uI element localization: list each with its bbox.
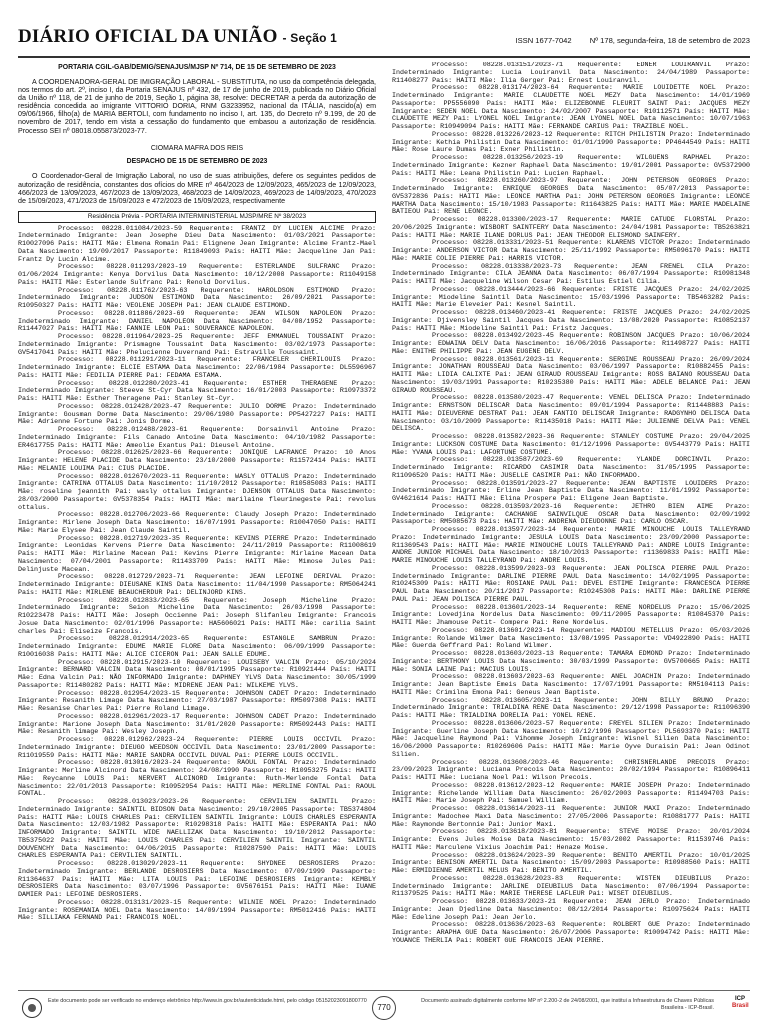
process-entry: Processo: 08228.011084/2023-59 Requerente: FRANTZ DY LUCIEN ALCIME Prazo: Indeterminado Imigrante: Jean Josephe Dieu Data Nascimento: 01/03/2021 Passaporte: R10027096 País: HAITI Mãe: Elmena Romain Pai: Elignene Jean Imigrante: Alcime Frantz-Mael Data Nascimento: 19/09/2017 Passaporte: R11849093 País: HAITI Mãe: Jacqueline Jan Pai: Frantz Dy Lucin Alcime. [18, 224, 376, 264]
process-entry: Processo: 08228.013492/2023-45 Requerente: ROBINSON JACQUES Prazo: 10/06/2024 Imigrante: EDWAINA DELV Data Nascimento: 16/06/2016 Passaporte: R11498727 País: HAITI Mãe: ENITHE PHILIPPE Pai: JEAN EUGENE DELV. [392, 332, 750, 356]
process-entry: Processo: 08228.013597/2023-14 Requerente: MARIE MINOUCHE LOUIS TALLEYRAND Prazo: Indeterminado Imigrante: JESULA LOUIS Data Nascimento: 23/09/2000 Passaporte: R11369543 País: HAITI Mãe: MARIE MINOUCHE LOUIS TALLEYRAND Pai: ANDRE LOUIS Imigrante: ANDRE JUNIOR MICHAEL Data Nascimento: 18/10/2013 Passaporte: r11369833 País: HAITI Mãe: MARIE MINOUCHE LOUIS TALLEYRAND Pai: ANDRE LOUIS. [392, 526, 750, 565]
process-entry: Processo: 08228.013593/2023-16 Requerente: JETHRO BIEN AIME Prazo: Indeterminado Imigrante: CACHANGE SAINVILQUE OSCAR Data Nascimento: 02/09/1992 Passaporte: RM5085673 País: HAITI Mãe: ANDRENA DIEUDONNE Pai: CARLO OSCAR. [392, 502, 750, 527]
signature-note: Documento assinado digitalmente conforme MP nº 2.200-2 de 24/08/2001, que institui a Infraestrutura de Chaves Públicas Brasileira - ICP-Brasil. [421, 998, 714, 1011]
icp-logo-bottom: Brasil [732, 1003, 749, 1009]
icp-logo-top: ICP [734, 996, 745, 1002]
process-entry: Processo: 08228.012954/2023-15 Requerente: JOHNSON CADET Prazo: Indeterminado Imigrante: Resanith Limage Data Nascimento: 27/03/1987 Passaporte: RM5097308 País: HAITI Mãe: Resanise Charles Pai: Pierre Roland Limage. [18, 689, 376, 714]
process-entry: Processo: 08228.011293/2023-19 Requerente: ESTERLANDE SULFRANC Prazo: 01/06/2024 Imigrante: Kenya Dorvilus Data Nascimento: 10/12/2008 Passaporte: R11049158 País: HAITI Mãe: Esterlande Sulfranc Pai: Renold Dorvilus. [18, 263, 376, 287]
page-number: 770 [372, 996, 396, 1020]
process-entry: Processo: 08228.013618/2023-81 Requerente: STEVE MOISE Prazo: 20/01/2024 Imigrante: Evens Jules Moise Data Nascimento: 15/03/2002 Passaporte: R11539746 País: HAITI Mãe: Marculene Vixius Joachim Pai: Henaze Moise. [392, 828, 750, 852]
process-entry: Processo: 08228.012719/2023-35 Requerente: KEVINS PIERRE Prazo: Indeterminado Imigrante: Leonidas Kervens Pierre Data Nascimento: 24/11/2019 Passaporte: R11008619 País: HAITI Mãe: Mirlaine Macean Pai: Kevins Pierre Imigrante: Mirlaine Macean Data Nascimento: 07/04/2001 Passaporte: R11433709 País: HAITI Mãe: Mimose Jules Pai: Delinjuste Macean. [18, 534, 376, 574]
process-entry: Processo: 08228.013633/2023-21 Requerente: JEAN JERLO Prazo: Indeterminado Imigrante: Jean Djedline Data Nascimento: 08/12/2014 Passaporte: R10975624 País: HAITI Mãe: Edeline Joseph Pai: Jean Jerlo. [392, 898, 750, 922]
section-label: - Seção 1 [282, 31, 338, 45]
process-entry: Processo: 08228.013599/2023-93 Requerente: JEAN POLISCA PIERRE PAUL Prazo: Indeterminado Imigrante: DARLINE PIERRE PAUL Data Nascimento: 14/02/1995 Passaporte: R10245309 País: HAITI Mãe: ROSIANE PAUL Pai: DEVEL ESTIME Imigrante: FRANCESCA PIERRE PAUL Data Nascimento: 20/11/2017 Passaporte: R10245308 País: HAITI Mãe: DARLINE PIERRE PAUL Pai: JEAN POLISCA PIERRE PAUL. [392, 564, 750, 604]
left-column [18, 62, 376, 986]
process-entry: Processo: 08228.012488/2023-61 Requerente: Dorsainvil Antoine Prazo: Indeterminado Imigrante: Fils Canado Antoine Data Nascimento: 04/10/1982 Passaporte: ER4617755 País: HAITI Mãe: Ameolie Exantus Pai: Dieusel Antoine. [18, 426, 376, 450]
process-entry: Processo: 08228.013624/2023-39 Requerente: BENITO AMERTIL Prazo: 10/01/2025 Imigrante: BENISON AMERTIL Data Nascimento: 15/09/2003 Passaporte: R10988560 País: HAITI Mãe: ERMIDIENNE AMERTIL MELUS Pai: BENITO AMERTIL. [392, 851, 750, 875]
right-entries [392, 62, 750, 946]
process-entry: Processo: 08228.012915/2023-10 Requerente: LOUISEBY VALCIN Prazo: 05/10/2024 Imigrante: BERNARD VALCIN Data Nascimento: 08/01/1995 Passaporte: R10921444 País: HAITI Mãe: Edna Valcin Pai: NÃO INFORMADO Imigrante: DAPHNEY YLVS Data Nascimento: 30/05/1999 Passaporte: R11480282 País: HAITI Mãe: MIDRENE JEAN Pai: WILKEME YLVS. [18, 658, 376, 690]
process-entry: Processo: 08228.013591/2023-27 Requerente: JEAN BAPTISTE LOUIDERS Prazo: Indeterminado Imigrante: Erline Jean Baptiste Data Nascimento: 11/01/1992 Passaporte: GV4621614 País: HAITI Mãe: Elina Prospere Pai: Eligene Jean Baptiste. [392, 479, 750, 503]
process-entry: Processo: 08228.013131/2023-15 Requerente: WILNIE NOEL Prazo: Indeterminado Imigrante: ROSEMANIA NOEL Data Nascimento: 14/09/1994 Passaporte: RM5012416 País: HAITI Mãe: SILLIAKA FERNAND Pai: FRANCOIS NOEL. [18, 898, 376, 923]
process-entry: Processo: 08228.013029/2023-11 Requerente: SHYDNEE DESROSIERS Prazo: Indeterminado Imigrante: BERLANDE DESROSIERS Data Nascimento: 07/09/1999 Passaporte: R11364637 País: HAITI Mãe: LITA LOUIS Pai: LEFOINE DESROSIERS Imigrante: KEMBLY DESROSIERS Data Nascimento: 03/07/1996 Passaporte: GV5676151 País: HAITI Mãe: IUANE DAMIER Pai: LEFOINE DESROSIERS. [18, 860, 376, 900]
page-footer [0, 990, 768, 1024]
publication-title: DIÁRIO OFICIAL DA UNIÃO [18, 26, 278, 47]
process-entry: Processo: 08228.013606/2023-57 Requerente: FREYEL SILIEN Prazo: Indeterminado Imigrante: Guerline Joseph Data Nascimento: 10/12/1996 Passaporte: PL5693370 País: HAITI Mãe: Jacqueline Raymond Pai: Vihomme Joseph Imigrante: Wisnel Silien Data Nascimento: 16/06/2000 Passaporte: R10269606 País: HAITI Mãe: Marie Oyve Duraisin Pai: Jean Odinot Silien. [392, 719, 750, 759]
masthead [18, 26, 337, 48]
process-entry: Processo: 08228.013582/2023-36 Requerente: STANLEY COSTUME Prazo: 29/04/2025 Imigrante: LUCKSON COSTUME Data Nascimento: 01/12/1996 Passaporte: GV5443779 País: HAITI Mãe: YVANA LOUIS Pai: LAFORTUNE COSTUME. [392, 433, 750, 457]
process-entry: Processo: 08228.013614/2023-11 Requerente: JUNIOR MAXI Prazo: Indeterminado Imigrante: Madochee Maxi Data Nascimento: 27/05/2006 Passaporte: R10881777 País: HAITI Mãe: Raymonde Bertonnie Pai: Junior Maxi. [392, 805, 750, 829]
process-entry: Processo: 08228.013603/2023-63 Requerente: ANEL JOACHIN Prazo: Indeterminado Imigrante: Jean Baptiste Emeis Data Nascimento: 17/07/1991 Passaporte: RM5104113 País: HAITI Mãe: Crimilna Emona Pai: Geneus Jean Baptiste. [392, 673, 750, 697]
process-entry: Processo: 08228.013628/2023-83 Requerente: WISTEN DIEUBILUS Prazo: Indeterminado Imigrante: JARLINE DIEUBILUS Data Nascimento: 07/06/1994 Passaporte: R11379525 País: HAITI Mãe: MARIE THERESE LAFLEUR Pai: WISET DIEUBILUS. [392, 874, 750, 899]
portaria-heading: PORTARIA CGIL-GAB/DEMIG/SENAJUS/MJSP Nº 714, DE 15 DE SETEMBRO DE 2023 [58, 64, 336, 71]
process-entry: Processo: 08228.013580/2023-47 Requerente: VENEL DELISCA Prazo: Indeterminado Imigrante: ERNSTSON DELISCAR Data Nascimento: 09/01/1994 Passaporte: R11448883 País: HAITI Mãe: DIEUVERNE DESTRAT Pai: JEAN FANTIO DELISCAR Imigrante: RADGYNHO DELISCA Data Nascimento: 03/10/2009 Passaporte: R11435018 País: HAITI Mãe: JULIENNE DELVA Pai: VENEL DELISCA. [392, 394, 750, 434]
process-entry: Processo: 08228.013226/2023-12 Requerente: RITCH PHILISTIN Prazo: Indeterminado Imigrante: Kethia Philistin Data Nascimento: 01/01/1990 Passaporte: PP4644549 País: HAITI Mãe: Rose Laure Dumas Pai: Exner Philistin. [392, 130, 750, 155]
process-entry: Processo: 08228.013300/2023-17 Requerente: MARIE CATUDE FLORSTAL Prazo: 20/06/2025 Imigrante: WISBORT SAINTFERY Data Nascimento: 24/04/1981 Passaporte: TB5263821 País: HAITI Mãe: MARIE ILANE DORLUS Pai: JEAN THEODOR ELISMOND SAINFERY. [392, 216, 750, 240]
process-entry: Processo: 08228.011964/2023-25 Requerente: JEFF EMMANUEL TOUSSAINT Prazo: Indeterminado Imigrante: Prismagne Toussaint Data Nascimento: 03/02/1973 Passaporte: GV5417041 País: HAITI Mãe: Phelucienne Duvernand Pai: Estraville Toussaint. [18, 333, 376, 357]
process-entry: Processo: 08228.012625/2023-66 Requerente: JONIQUE LAFRANCE Prazo: 10 Anos Imigrante: HELENE PLACIDE Data Nascimento: 23/10/2000 Passaporte: R11572414 País: HAITI Mãe: MELANIE LOUIMA Pai: CIUS PLACIDE. [18, 449, 376, 473]
process-entry: Processo: 08228.012670/2023-11 Requerente: WASLY OTTALUS Prazo: Indeterminado Imigrante: CATRINA OTTALUS Data Nascimento: 11/10/2012 Passaporte: R10585083 País: HAITI Mãe: roseline jeannith Pai: wasly ottalus Imigrante: DJENSON OTTALUS Data Nascimento: 28/03/2000 Passaporte: GV5378354 País: HAITI Mãe: marilaine fleurinegeste Pai: revolus ottalus. [18, 472, 376, 512]
process-entry: Processo: 08228.013174/2023-64 Requerente: MARIE LOUIDETTE NOEL Prazo: Indeterminado Imigrante: MARIE CLAUDETTE NOEL MEZY Data Nascimento: 14/01/1969 Passaporte: PP5556090 País: HAITI Mãe: ELIZEBONNE FLEURIT SAINT Pai: JACQUES MEZY Imigrante: SEDEN NOEL Data Nascimento: 24/02/2007 Passaporte: R10112571 País: HAITI Mãe: CLAUDETTE MEZY Pai: LYONEL NOEL Imigrante: JEAN LYONEL NOEL Data Nascimento: 10/07/1963 Passaporte: R10949094 País: HAITI Mãe: FERNANDE CARIUS Pai: TRAZIBLE NOEL. [392, 84, 750, 131]
verification-note: Este documento pode ser verificado no endereço eletrônico http://www.in.gov.br/autenticidade.html, pelo código 05152023091800770 [48, 998, 367, 1004]
process-entry: Processo: 08228.011886/2023-69 Requerente: JEAN WILSON NAPOLEON Prazo: Indeterminado Imigrante: DANIEL NAPOLEON Data Nascimento: 04/08/1952 Passaporte: R11447027 País: HAITI Mãe: FANNIE LEON Pai: SOUVERANCE NAPOLEON. [18, 309, 376, 334]
process-entry: Processo: 08228.013587/2023-69 Requerente: YLANDE DORCINVIL Prazo: Indeterminado Imigrante: RICARDO CASIMIR Data Nascimento: 31/05/1995 Passaporte: R11096520 País: HAITI Mãe: JUSELLE CASIMIR Pai: NÃO INFORMADO. [392, 456, 750, 480]
process-entry: Processo: 08228.013016/2023-24 Requerente: RAOUL FONTAL Prazo: Indeterminado Imigrante: Merline Alcinord Data Nascimento: 24/08/1990 Passaporte: R10953275 País: HAITI Mãe: Reycanne LOUIS Pai: NERVERT ALCINORD Imigrante: Ruth-Merlende Fontal Data Nascimento: 22/01/2013 Passaporte: R10952954 País: HAITI Mãe: MERLINE FONTAL Pai: RAOUL FONTAL. [18, 759, 376, 799]
process-entry: Processo: 08228.011291/2023-11 Requerente: FRANCELER CHERILOUIS Prazo: Indeterminado Imigrante: ELCIE ESTAMA Data Nascimento: 22/06/1984 Passaporte: DL5596967 País: HAITI Mãe: FEDILIA PIERRE Pai: FEDAMA ESTAMA. [18, 356, 376, 380]
process-entry: Processo: 08228.012962/2023-24 Requerente: PIERRE LOUIS OCCIVIL Prazo: Indeterminado Imigrante: DIEUGO WEEDSON OCCIVIL Data Nascimento: 23/01/2009 Passaporte: R11019559 País: HAITI Mãe: MARIE SANDRA OCCIVIL DUVAL Pai: PIERRE LOUIS OCCIVIL. [18, 736, 376, 760]
process-entry: Processo: 08228.013151/2023-71 Requerente: EDNER LOUIRANVIL Prazo: Indeterminado Imigrante: Lucia Louiranvil Data Nascimento: 24/04/1989 Passaporte: R11408277 País: HAITI Mãe: Ilia Gerger Pai: Ernest Louiranvil. [392, 62, 750, 85]
footer-rule [18, 990, 750, 991]
process-entry: Processo: 08228.012706/2023-66 Requerente: Claudy Joseph Prazo: Indeterminado Imigrante: Mirlene Joseph Data Nascimento: 16/07/1991 Passaporte: R10047050 País: HAITI Mãe: Marie Elysee Pai: Jean Claude Saintil. [18, 511, 376, 535]
page-header [18, 10, 750, 56]
process-entry: Processo: 08228.013608/2023-46 Requerente: CHRISNERLANDE PRECOIS Prazo: 23/09/2023 Imigrante: Luciana Precois Data Nascimento: 20/02/1994 Passaporte: R10896411 País: HAITI Mãe: Luciana Noel Pai: Wilson Precois. [392, 758, 750, 782]
header-rule [18, 56, 750, 58]
process-entry: Processo: 08228.013256/2023-19 Requerente: WILGUENS RAPHAEL Prazo: Indeterminado Imigrante: Kezner Raphael Data Nascimento: 19/01/2001 Passaporte: GV5372900 País: HAITI Mãe: Leana Philistin Pai: Lucien Raphael. [392, 154, 750, 178]
signatory-name: CIOMARA MAFRA DOS REIS [150, 144, 244, 152]
republic-seal-icon [22, 998, 42, 1018]
residencia-previa-box: Residência Prévia - PORTARIA INTERMINISTERIAL MJSP/MRE Nº 38/2023 [18, 211, 376, 223]
process-entry: Processo: 08228.012961/2023-17 Requerente: JOHNSON CADET Prazo: Indeterminado Imigrante: Marione Joseph Data Nascimento: 31/01/2020 Passaporte: RM5092443 País: HAITI Mãe: Resanith limage Pai: Wesley Joseph. [18, 712, 376, 737]
process-entry: Processo: 08228.012833/2023-65 Requerente: Joseph Micheline Prazo: Indeterminado Imigrante: Seion Micheline Data Nascimento: 26/03/1998 Passaporte: R10223478 País: HAITI Mãe: Joseph Occienne Pai: Joseph Slifanleu Imigrante: Francois Josue Data Nascimento: 02/01/1996 Passaporte: HA5606021 País: HAITI Mãe: carilia Saint charles Pai: Eliseize Francois. [18, 596, 376, 636]
process-entry: Processo: 08228.013338/2023-73 Requerente: JEAN FRENEL CILA Prazo: Indeterminado Imigrante: CILA JEANNA Data Nascimento: 06/07/1994 Passaporte: R10981348 País: HAITI Mãe: Jacqueline Wilson Cesar Pai: Estilus Estiel Cilia. [392, 262, 750, 286]
issue-number-date: Nº 178, segunda-feira, 18 de setembro de 2023 [589, 36, 750, 45]
process-entry: Processo: 08228.011762/2023-63 Requerente: HAROLDSON ESTIMOND Prazo: Indeterminado Imigrante: JUDSON ESTIMOND Data Nascimento: 26/09/2021 Passaporte: R10950327 País: HAITI Mãe: VEOLENE JOSEPH Pai: JEAN CLAUDE ESTIMOND. [18, 286, 376, 311]
process-entry: Processo: 08228.013460/2023-41 Requerente: FRISTE JACQUES Prazo: 24/02/2025 Imigrante: Djivensley Saintil Jacques Data Nascimento: 13/08/2020 Passaporte: R10852137 País: HAITI Mãe: Miodeline Saintil Pai: Fristz Jacques. [392, 309, 750, 333]
process-entry: Processo: 08228.013601/2023-14 Requerente: RENE NORDELUS Prazo: 15/06/2025 Imigrante: Lovedjina Nordelus Data Nascimento: 09/11/2005 Passaporte: R10845370 País: HAITI Mãe: Jhamouse Petit- Compere Pai: Rene Nordelus. [392, 603, 750, 627]
despacho-heading: DESPACHO DE 15 DE SETEMBRO DE 2023 [126, 158, 268, 166]
process-entry: Processo: 08228.012914/2023-65 Requerente: ESTANGLE SAMBRUN Prazo: Indeterminado Imigrante: EDUME MARIE FLORE Data Nascimento: 06/09/1999 Passaporte: R10016038 País: HAITI Mãe: ALICE CICERON Pai: JEAN SALLE EDUME. [18, 635, 376, 659]
icp-brasil-logo-icon [732, 996, 748, 1010]
left-entries [18, 226, 376, 924]
process-entry: Processo: 08228.012280/2023-41 Requerente: ESTHER THERAGENE Prazo: Indeterminado Imigrante: Steeve St-Cyr Data Nascimento: 16/01/2003 Passaporte: R10973372 País: HAITI Mãe: Esther Theragene Pai: Stanley St-Cyr. [18, 379, 376, 404]
process-entry: Processo: 08228.012729/2023-71 Requerente: JEAN LEFOINE DERIVAL Prazo: Indeterminado Imigrante: DIEUSANE KINS Data Nascimento: 11/04/1990 Passaporte: RM5064241 País: HAITI Mãe: MIRLENE BEAUCHERDUR Pai: DELINJORD KINS. [18, 573, 376, 597]
process-entry: Processo: 08228.013612/2023-12 Requerente: MARIE JOSEPH Prazo: Indeterminado Imigrante: Richelande William Data Nascimento: 26/02/2003 Passaporte: R11494703 País: HAITI Mãe: Marie Joseph Pai: Samuel William. [392, 781, 750, 806]
issue-meta [499, 36, 750, 45]
process-entry: Processo: 08228.012428/2023-47 Requerente: JULIO DORME Prazo: Indeterminado Imigrante: Gousman Dorme Data Nascimento: 29/06/1980 Passaporte: PP5427227 País: HAITI Mãe: Adrienne Fortune Pai: Jonis Dorme. [18, 402, 376, 427]
process-entry: Processo: 08228.013023/2023-26 Requerente: CERVILIEN SAINTIL Prazo: Indeterminado Imigrante: SAINTIL BIDSON Data Nascimento: 29/10/2005 Passaporte: TB5374804 País: HAITI Mãe: LOUIS CHARLES Pai: CERVILIEN SAINTIL Imigrante: LOUIS CHARLES ESPERANTA Data Nascimento: 12/03/1982 Passaporte: R10298318 País: HAITI Mãe: ESPERANTA Pai: NÃO INFORMADO Imigrante: SAINTIL WIDE NAELLIZAK Data Nascimento: 19/10/2012 Passaporte: TB5375022 País: HAITI Mãe: LOUIS CHARLES Pai: CERVILIEN SAINTIL Imigrante: SAINTIL DOUVENCHY Data Nascimento: 04/06/2015 Passaporte: R10287590 País: HAITI Mãe: LOUIS CHARLES ESPERANTA Pai: CERVILIEN SAINTIL. [18, 798, 376, 861]
process-entry: Processo: 08228.013561/2023-11 Requerente: SERGINE ROUSSEAU Prazo: 26/09/2024 Imigrante: JONATHAN ROUSSEAU Data Nascimento: 03/06/1997 Passaporte: R10882455 País: HAITI Mãe: LIDIA CALIXTE Pai: JEAN GIRAUD ROUSSEAU Imigrante: ROSS BAIANO ROUSSEAU Data Nascimento: 19/03/1991 Passaporte: R10235380 País: HAITI Mãe: ADELE BELANCE Pai: JEAN GIRAUD ROUSSEAU. [392, 355, 750, 395]
process-entry: Processo: 08228.013601/2023-14 Requerente: MADIOU METELLUS Prazo: 05/03/2026 Imigrante: Rolande Wilmer Data Nascimento: 13/08/1995 Passaporte: VD4922890 País: HAITI Mãe: Guerda Geffrard Pai: Roland Wilmer. [392, 626, 750, 651]
issn: ISSN 1677-7042 [515, 36, 572, 45]
despacho-text: O Coordenador-Geral de Imigração Laboral, no uso de suas atribuições, defere os seguintes pedidos de autorização de residência, constantes dos ofícios do MRE nº 464/2023 de 12/09/2023, 465/2023 de 12/09/2023, 466/2023 de 13/09/2023, 467/2023 de 13/09/2023, 468/2023 de 14/09/2023, 469/2023 de 14/09/2023, 470/2023 de 15/09/2023, 471/2023 de 15/09/2023 e 472/2023 de 15/09/2023, respectivamente [18, 172, 376, 205]
process-entry: Processo: 08228.013636/2023-63 Requerente: ROLBERT GUE Prazo: Indeterminado Imigrante: ARAPHA GUE Data Nascimento: 26/07/2006 Passaporte: R10094742 País: HAITI Mãe: YOUANCE THERLIA Pai: ROBERT GUE FRANCOIS JEAN PIERRE. [392, 921, 750, 945]
right-column [392, 62, 750, 986]
process-entry: Processo: 08228.013605/2023-11 Requerente: JOHN BILLY BRUNO Prazo: Indeterminado Imigrante: TRIALDINA RENE Data Nascimento: 29/12/1998 Passaporte: R11096390 País: HAITI Mãe: TRIALDINA DORELIA Pai: YONEL RENE. [392, 696, 750, 720]
content-columns [18, 62, 750, 986]
process-entry: Processo: 08228.013260/2023-97 Requerente: JOHN PETERSON GEORGES Prazo: Indeterminado Imigrante: ENRIQUE GEORGES Data Nascimento: 05/07/2013 Passaporte: GV5372836 País: HAITI Mãe: LEONCE MARTHA Pai: JOHN PETERSON GEORGES Imigrante: LEONCE MARTHA Data Nascimento: 15/10/1983 Passaporte: R11643825 País: HAITI Mãe: MARIE MADELAINE BATIEOU Pai: RENE LEONCE. [392, 177, 750, 217]
process-entry: Processo: 08228.013603/2023-13 Requerente: TAMARA EDMOND Prazo: Indeterminado Imigrante: BERTHONY LOUIS Data Nascimento: 30/03/1999 Passaporte: GV5700665 País: HAITI Mãe: SONIA LAINE Pai: MACIUS LOUIS. [392, 650, 750, 674]
process-entry: Processo: 08228.013331/2023-51 Requerente: KLARENS VICTOR Prazo: Indeterminado Imigrante: ANDERSON VICTOR Data Nascimento: 25/11/1992 Passaporte: RM5096170 País: HAITI Mãe: MARIE COLIE PIERRE Pai: HARRIS VICTOR. [392, 239, 750, 263]
process-entry: Processo: 08228.013444/2023-66 Requerente: FRISTE JACQUES Prazo: 24/02/2025 Imigrante: Miodeline Saintil Data Nascimento: 15/03/1996 Passaporte: TB5463282 País: HAITI Mãe: Marie Eleveier Pai: Kesnel Saintil. [392, 285, 750, 310]
portaria-text: A COORDENADORA-GERAL DE IMIGRAÇÃO LABORAL - SUBSTITUTA, no uso da competência delegada, nos termos do art. 2º, inciso I, da Portaria SENAJUS nº 432, de 17 de junho de 2019, publicada no Diário Oficial da União nº 118, de 21 de junho de 2019, Seção 1, página 38, resolve: DECRETAR a perda da autorização de residência concedida ao imigrante VITTORIO DORIA, RNM G3233952, nacional da ITÁLIA, nascido(a) em 09/06/1966, filho(a) de MARIA BERTOLI, com fundamento no inciso I, art. 135, do Decreto nº 9.199, de 20 de novembro de 2017, tendo em vista a cessação do fundamento que embasou a autorização de residência. Processo SEI nº 08018.055873/2023-77. [18, 78, 376, 135]
